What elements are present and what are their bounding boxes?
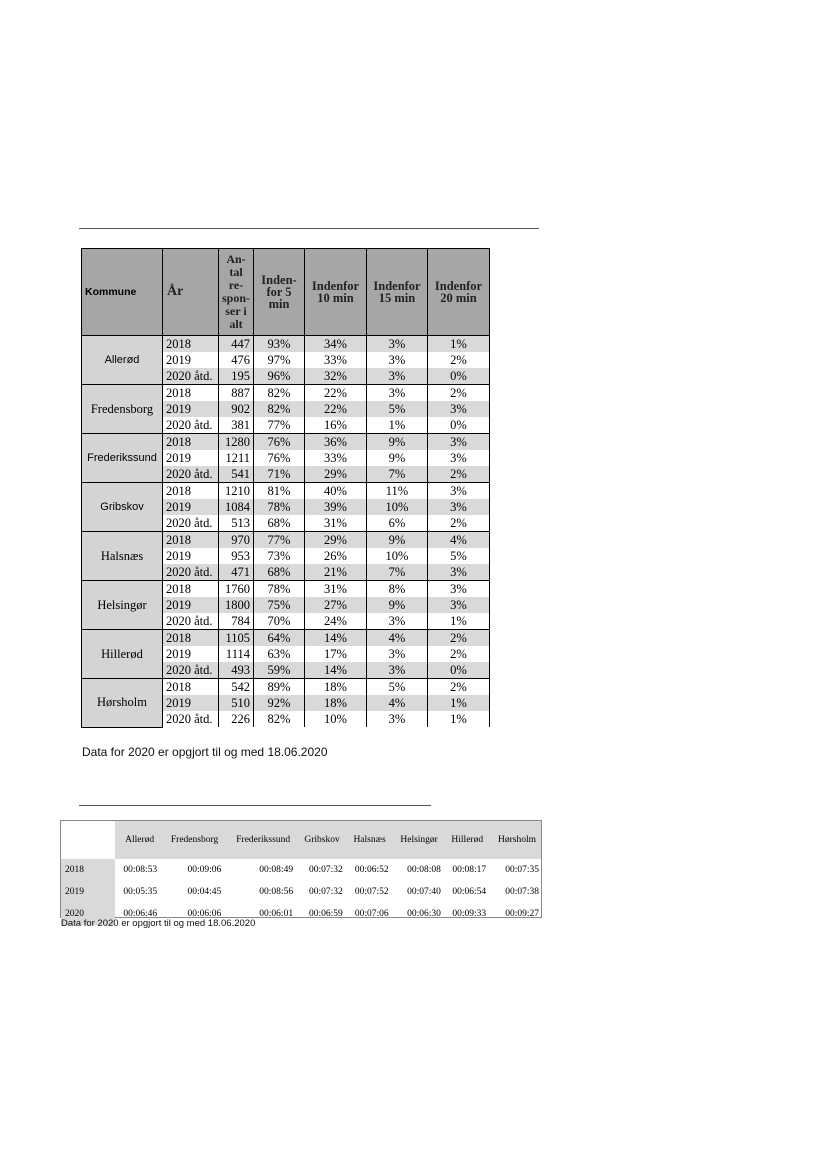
count-cell: 970 — [219, 532, 254, 549]
percent-cell: 1% — [428, 336, 490, 353]
horizontal-rule-top — [79, 228, 539, 229]
percent-cell: 5% — [367, 401, 428, 417]
header-line: Inden- — [261, 273, 297, 287]
header-line: Indenfor — [311, 279, 360, 293]
table-row — [82, 434, 490, 451]
table-row — [82, 385, 490, 402]
percent-cell: 89% — [254, 679, 305, 696]
percent-cell: 22% — [305, 385, 367, 402]
time-cell: 00:06:59 — [308, 909, 343, 919]
column-header: Frederikssund — [223, 821, 295, 859]
percent-cell: 3% — [428, 483, 490, 500]
kommune-cell: Hillerød — [82, 630, 163, 679]
percent-cell: 2% — [428, 679, 490, 696]
header-line: spon- — [221, 291, 250, 305]
percent-cell: 9% — [367, 434, 428, 451]
year-cell: 2020 åtd. — [163, 515, 219, 532]
percent-cell: 2% — [428, 466, 490, 483]
count-cell: 381 — [219, 417, 254, 434]
header-line: Indenfor — [373, 279, 421, 293]
percent-cell: 5% — [428, 548, 490, 564]
count-cell: 541 — [219, 466, 254, 483]
count-cell: 784 — [219, 613, 254, 630]
percent-cell: 2% — [428, 646, 490, 662]
count-cell: 953 — [219, 548, 254, 564]
column-header: Gribskov — [295, 821, 345, 859]
percent-cell: 73% — [254, 548, 305, 564]
percent-cell: 3% — [428, 434, 490, 451]
horizontal-rule-middle — [79, 805, 431, 806]
percent-cell: 59% — [254, 662, 305, 679]
percent-cell: 16% — [305, 417, 367, 434]
year-cell: 2019 — [163, 352, 219, 368]
percent-cell: 3% — [367, 662, 428, 679]
percent-cell: 1% — [428, 711, 490, 727]
percent-cell: 70% — [254, 613, 305, 630]
year-cell: 2019 — [163, 695, 219, 711]
table-row — [82, 630, 490, 647]
count-cell: 510 — [219, 695, 254, 711]
percent-cell: 2% — [428, 385, 490, 402]
time-cell: 00:07:35 — [505, 865, 539, 875]
time-cell: 00:08:49 — [259, 865, 294, 875]
header-line: alt — [229, 317, 243, 331]
header-line: tal — [229, 265, 243, 279]
percent-cell: 26% — [305, 548, 367, 564]
time-cell: 00:06:30 — [407, 909, 441, 919]
percent-cell: 3% — [428, 401, 490, 417]
percent-cell: 4% — [367, 695, 428, 711]
year-cell: 2019 — [163, 401, 219, 417]
header-line: ser i — [225, 304, 247, 318]
corner-cell — [61, 821, 115, 859]
year-cell: 2018 — [163, 630, 219, 647]
year-cell: 2020 åtd. — [163, 711, 219, 727]
percent-cell: 9% — [367, 597, 428, 613]
percent-cell: 3% — [428, 499, 490, 515]
count-cell: 1084 — [219, 499, 254, 515]
header-inden20 — [428, 249, 490, 336]
percent-cell: 36% — [305, 434, 367, 451]
count-cell: 1210 — [219, 483, 254, 500]
percent-cell: 82% — [254, 401, 305, 417]
percent-cell: 34% — [305, 336, 367, 353]
response-time-table — [61, 821, 541, 925]
percent-cell: 78% — [254, 581, 305, 598]
header-inden15 — [367, 249, 428, 336]
percent-cell: 1% — [428, 613, 490, 630]
percent-cell: 78% — [254, 499, 305, 515]
time-cell: 00:08:17 — [452, 865, 487, 875]
year-cell: 2020 åtd. — [163, 417, 219, 434]
kommune-cell: Allerød — [82, 336, 163, 385]
percent-cell: 18% — [305, 679, 367, 696]
percent-cell: 77% — [254, 417, 305, 434]
footnote-table2: Data for 2020 er opgjort til og med 18.06.2020 — [61, 918, 256, 929]
percent-cell: 18% — [305, 695, 367, 711]
kommune-cell: Halsnæs — [82, 532, 163, 581]
count-cell: 1211 — [219, 450, 254, 466]
time-cell: 00:08:53 — [123, 865, 158, 875]
response-time-table-frame — [60, 820, 542, 918]
header-ar: År — [163, 249, 219, 336]
percent-cell: 0% — [428, 417, 490, 434]
column-header: Hørsholm — [488, 821, 541, 859]
table-row — [82, 581, 490, 598]
percent-cell: 2% — [428, 352, 490, 368]
percent-cell: 82% — [254, 711, 305, 727]
percent-cell: 33% — [305, 450, 367, 466]
year-cell: 2019 — [61, 881, 115, 903]
percent-cell: 3% — [367, 646, 428, 662]
percent-cell: 11% — [367, 483, 428, 500]
percent-cell: 68% — [254, 515, 305, 532]
time-cell: 00:06:01 — [259, 909, 294, 919]
kommune-cell: Hørsholm — [82, 679, 163, 728]
percent-cell: 3% — [367, 385, 428, 402]
count-cell: 447 — [219, 336, 254, 353]
percent-cell: 21% — [305, 564, 367, 581]
year-cell: 2020 åtd. — [163, 368, 219, 385]
percent-cell: 71% — [254, 466, 305, 483]
header-line: 20 min — [440, 291, 477, 305]
percent-cell: 32% — [305, 368, 367, 385]
column-header: Allerød — [115, 821, 159, 859]
percent-cell: 75% — [254, 597, 305, 613]
table-header-row — [82, 249, 490, 336]
table-row — [61, 859, 541, 881]
header-line: min — [268, 297, 290, 311]
percent-cell: 0% — [428, 662, 490, 679]
percent-cell: 3% — [428, 581, 490, 598]
time-cell: 00:08:56 — [259, 887, 294, 897]
kommune-cell: Helsingør — [82, 581, 163, 630]
time-cell: 00:06:06 — [187, 909, 222, 919]
time-cell: 00:06:52 — [354, 865, 389, 875]
table-row — [82, 679, 490, 696]
percent-cell: 93% — [254, 336, 305, 353]
percent-cell: 31% — [305, 581, 367, 598]
percent-cell: 33% — [305, 352, 367, 368]
header-line: for 5 — [266, 285, 292, 299]
percent-cell: 3% — [367, 336, 428, 353]
percent-cell: 14% — [305, 630, 367, 647]
header-line: Indenfor — [434, 279, 483, 293]
year-cell: 2018 — [163, 336, 219, 353]
year-cell: 2020 åtd. — [163, 564, 219, 581]
percent-cell: 2% — [428, 515, 490, 532]
header-inden5 — [254, 249, 305, 336]
year-cell: 2019 — [163, 597, 219, 613]
column-header: Hillerød — [443, 821, 488, 859]
table-row — [82, 336, 490, 353]
header-line: 15 min — [378, 291, 416, 305]
time-cell: 00:06:54 — [452, 887, 487, 897]
percent-cell: 3% — [428, 597, 490, 613]
header-line: An- — [226, 252, 246, 266]
table-row — [82, 532, 490, 549]
column-header: Helsingør — [391, 821, 443, 859]
year-cell: 2019 — [163, 548, 219, 564]
percent-cell: 40% — [305, 483, 367, 500]
time-cell: 00:07:32 — [308, 887, 343, 897]
header-inden10 — [305, 249, 367, 336]
header-kommune: Kommune — [82, 249, 163, 336]
percent-cell: 1% — [428, 695, 490, 711]
percent-cell: 39% — [305, 499, 367, 515]
percent-cell: 82% — [254, 385, 305, 402]
percent-cell: 3% — [428, 564, 490, 581]
time-cell: 00:08:08 — [407, 865, 441, 875]
year-cell: 2020 åtd. — [163, 466, 219, 483]
percent-cell: 29% — [305, 532, 367, 549]
percent-cell: 64% — [254, 630, 305, 647]
percent-cell: 7% — [367, 564, 428, 581]
percent-cell: 29% — [305, 466, 367, 483]
time-cell: 00:07:06 — [354, 909, 389, 919]
count-cell: 471 — [219, 564, 254, 581]
year-cell: 2018 — [163, 581, 219, 598]
count-cell: 226 — [219, 711, 254, 727]
percent-cell: 3% — [367, 368, 428, 385]
percent-cell: 92% — [254, 695, 305, 711]
year-cell: 2019 — [163, 450, 219, 466]
percent-cell: 10% — [305, 711, 367, 727]
year-cell: 2018 — [61, 859, 115, 881]
percent-cell: 4% — [428, 532, 490, 549]
percent-cell: 76% — [254, 434, 305, 451]
percent-cell: 1% — [367, 417, 428, 434]
year-cell: 2018 — [163, 483, 219, 500]
time-cell: 00:05:35 — [123, 887, 158, 897]
percent-cell: 24% — [305, 613, 367, 630]
count-cell: 1800 — [219, 597, 254, 613]
percent-cell: 96% — [254, 368, 305, 385]
year-cell: 2020 — [61, 903, 115, 925]
year-cell: 2020 åtd. — [163, 662, 219, 679]
count-cell: 493 — [219, 662, 254, 679]
count-cell: 542 — [219, 679, 254, 696]
percent-cell: 3% — [367, 352, 428, 368]
kommune-cell: Gribskov — [82, 483, 163, 532]
year-cell: 2020 åtd. — [163, 613, 219, 630]
percent-cell: 10% — [367, 548, 428, 564]
percent-cell: 4% — [367, 630, 428, 647]
percent-cell: 9% — [367, 450, 428, 466]
response-table — [81, 248, 490, 728]
percent-cell: 7% — [367, 466, 428, 483]
footnote-table1: Data for 2020 er opgjort til og med 18.06.2020 — [82, 745, 328, 759]
header-line: re- — [228, 278, 244, 292]
year-cell: 2018 — [163, 679, 219, 696]
time-cell: 00:06:46 — [123, 909, 158, 919]
count-cell: 195 — [219, 368, 254, 385]
count-cell: 1105 — [219, 630, 254, 647]
percent-cell: 14% — [305, 662, 367, 679]
kommune-cell: Frederikssund — [82, 434, 163, 483]
year-cell: 2018 — [163, 434, 219, 451]
kommune-cell: Fredensborg — [82, 385, 163, 434]
header-antal — [219, 249, 254, 336]
year-cell: 2019 — [163, 499, 219, 515]
time-cell: 00:07:40 — [407, 887, 441, 897]
percent-cell: 0% — [428, 368, 490, 385]
time-cell: 00:07:38 — [505, 887, 539, 897]
percent-cell: 22% — [305, 401, 367, 417]
percent-cell: 10% — [367, 499, 428, 515]
time-cell: 00:07:52 — [354, 887, 389, 897]
count-cell: 887 — [219, 385, 254, 402]
column-header: Fredensborg — [159, 821, 223, 859]
percent-cell: 2% — [428, 630, 490, 647]
time-cell: 00:07:32 — [308, 865, 343, 875]
year-cell: 2018 — [163, 385, 219, 402]
percent-cell: 31% — [305, 515, 367, 532]
header-line: 10 min — [317, 291, 354, 305]
count-cell: 902 — [219, 401, 254, 417]
year-cell: 2018 — [163, 532, 219, 549]
percent-cell: 3% — [428, 450, 490, 466]
percent-cell: 81% — [254, 483, 305, 500]
percent-cell: 63% — [254, 646, 305, 662]
time-cell: 00:09:33 — [452, 909, 487, 919]
table-row — [61, 881, 541, 903]
percent-cell: 68% — [254, 564, 305, 581]
percent-cell: 6% — [367, 515, 428, 532]
percent-cell: 97% — [254, 352, 305, 368]
percent-cell: 76% — [254, 450, 305, 466]
percent-cell: 27% — [305, 597, 367, 613]
count-cell: 1114 — [219, 646, 254, 662]
table-header-row — [61, 821, 541, 859]
count-cell: 476 — [219, 352, 254, 368]
year-cell: 2019 — [163, 646, 219, 662]
time-cell: 00:04:45 — [187, 887, 222, 897]
column-header: Halsnæs — [345, 821, 391, 859]
percent-cell: 3% — [367, 711, 428, 727]
time-cell: 00:09:27 — [505, 909, 539, 919]
percent-cell: 77% — [254, 532, 305, 549]
count-cell: 1280 — [219, 434, 254, 451]
count-cell: 513 — [219, 515, 254, 532]
percent-cell: 5% — [367, 679, 428, 696]
percent-cell: 3% — [367, 613, 428, 630]
time-cell: 00:09:06 — [187, 865, 222, 875]
percent-cell: 17% — [305, 646, 367, 662]
table-row — [82, 483, 490, 500]
count-cell: 1760 — [219, 581, 254, 598]
percent-cell: 8% — [367, 581, 428, 598]
percent-cell: 9% — [367, 532, 428, 549]
